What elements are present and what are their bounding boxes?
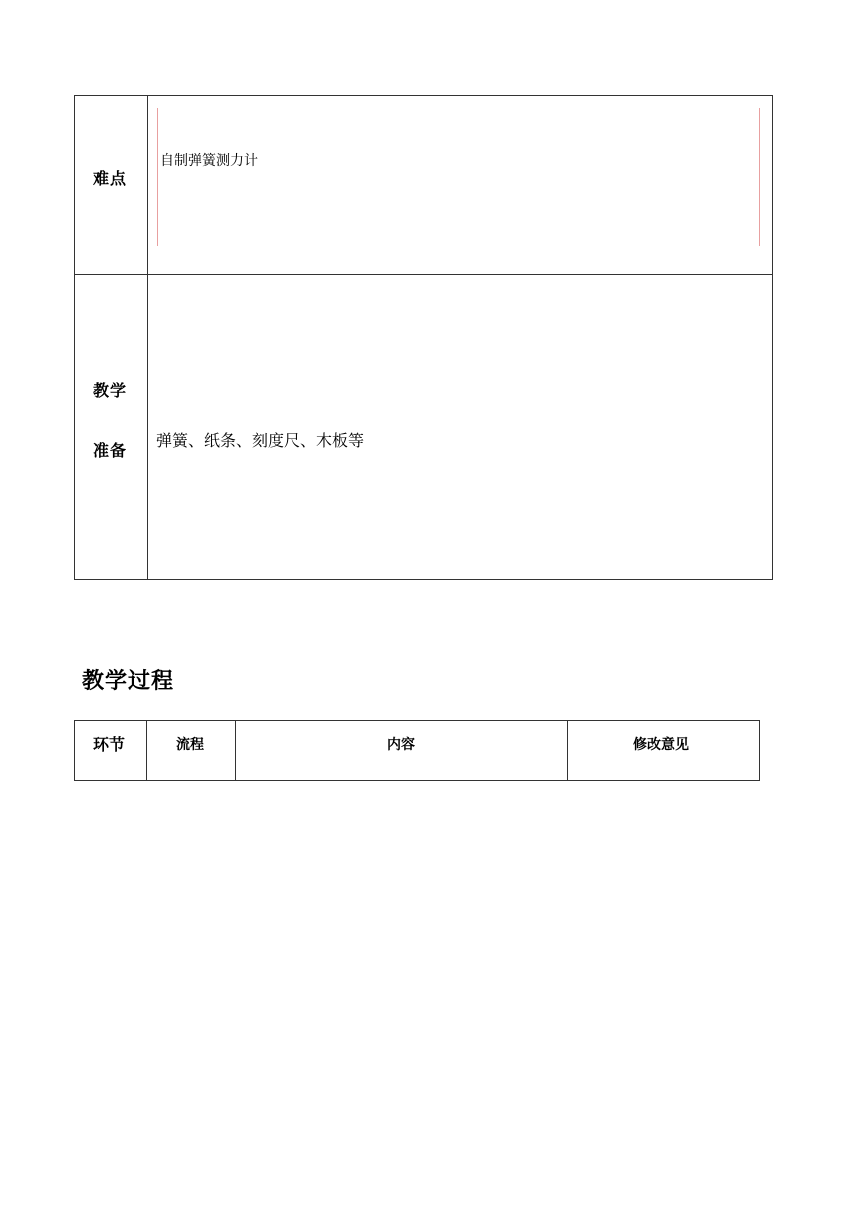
column-divider	[235, 721, 236, 780]
row-divider	[75, 274, 772, 275]
preparation-content[interactable]: 弹簧、纸条、刻度尺、木板等	[156, 431, 365, 450]
section-title: 教学过程	[82, 669, 175, 694]
preparation-label-line2: 准备	[93, 441, 128, 460]
header-flow: 流程	[176, 737, 204, 753]
preparation-label-line1: 教学	[93, 381, 128, 400]
difficulty-content[interactable]: 自制弹簧测力计	[160, 153, 258, 169]
column-divider	[147, 96, 148, 579]
header-revision-notes: 修改意见	[633, 737, 689, 753]
text-margin-guide-right	[759, 108, 760, 246]
info-table	[74, 95, 773, 580]
process-table	[74, 720, 760, 781]
column-divider	[567, 721, 568, 780]
header-content: 内容	[387, 737, 415, 753]
difficulty-label: 难点	[93, 169, 128, 188]
column-divider	[146, 721, 147, 780]
header-stage: 环节	[93, 735, 126, 754]
text-margin-guide-left	[157, 108, 158, 246]
